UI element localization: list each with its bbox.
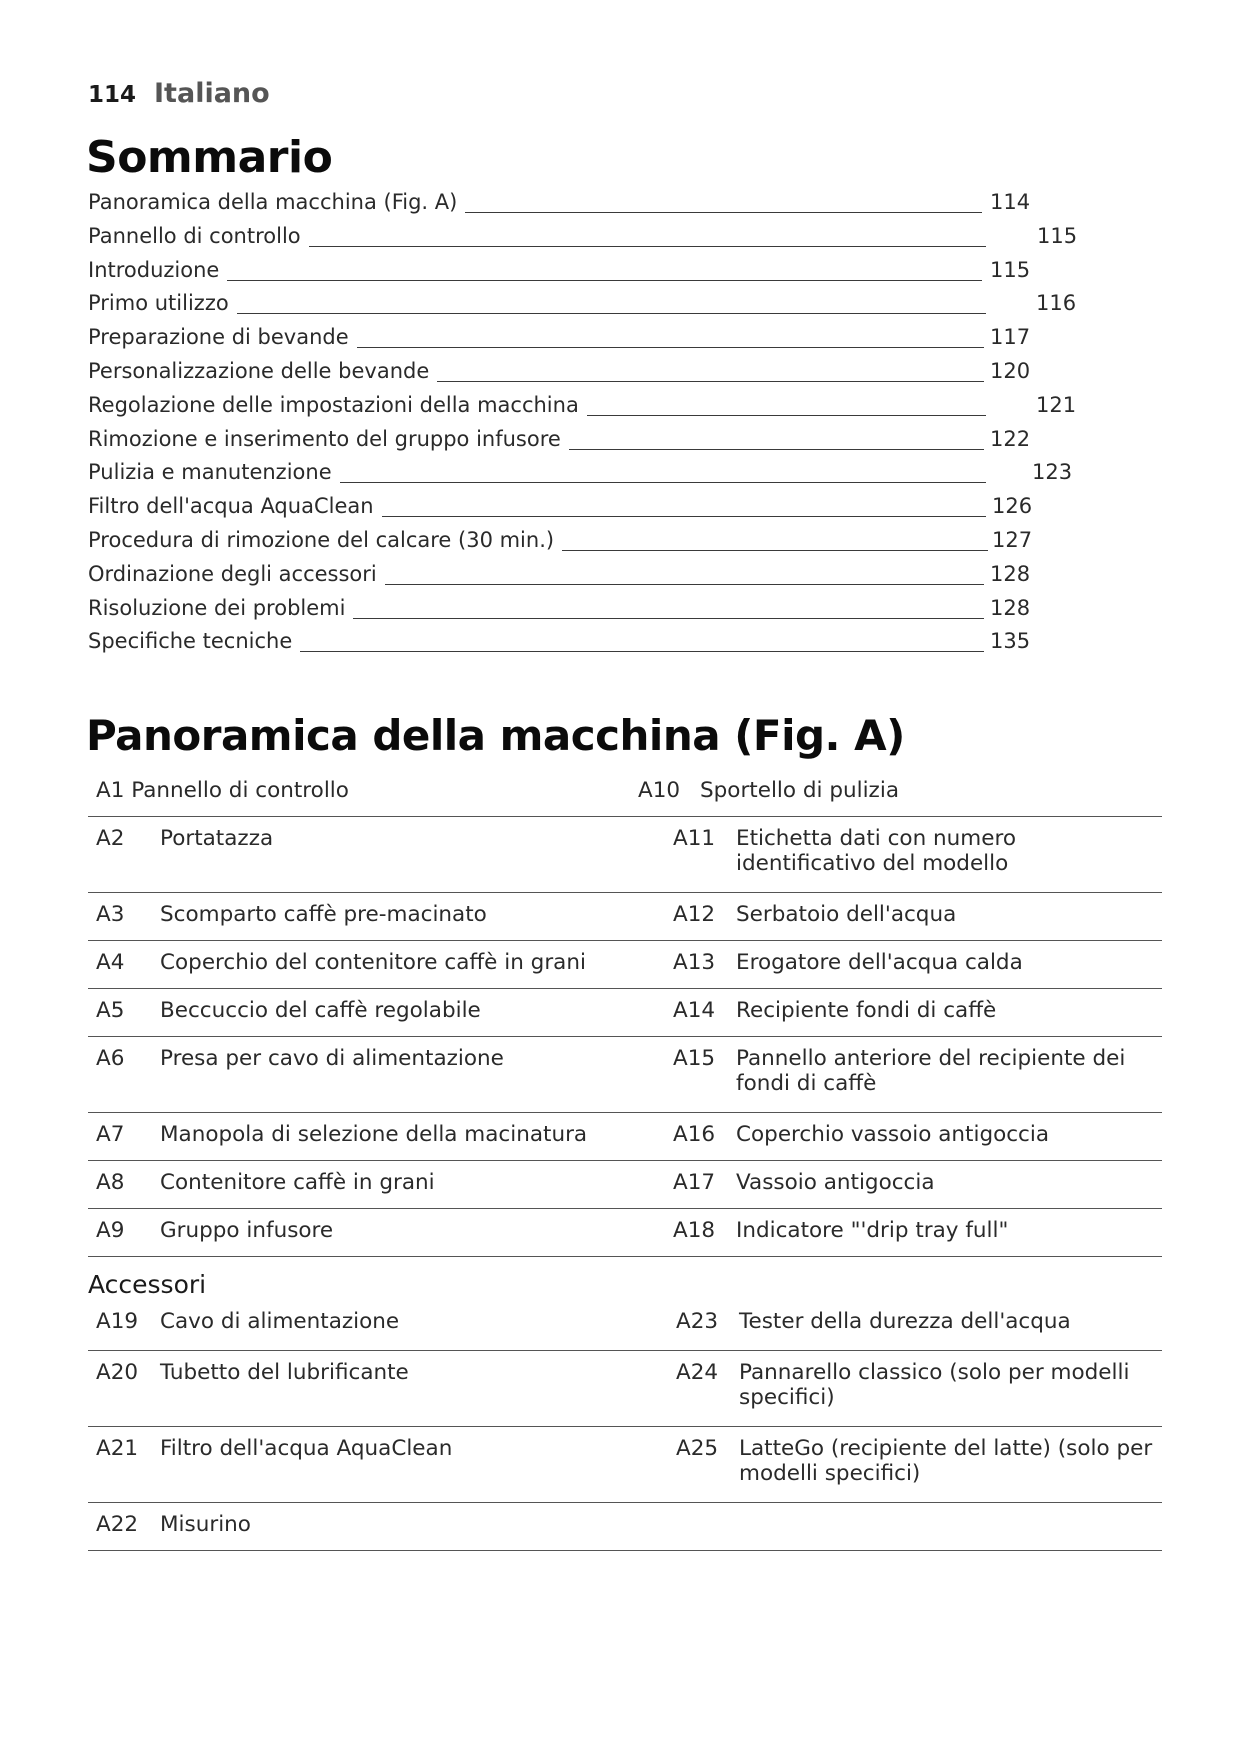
item-text-left: Tubetto del lubrificante bbox=[160, 1360, 409, 1385]
toc-entry-page: 126 bbox=[992, 494, 1033, 519]
toc-leader-line bbox=[340, 482, 986, 483]
toc-entry[interactable] bbox=[88, 321, 1168, 355]
item-text-right: Coperchio vassoio antigoccia bbox=[736, 1122, 1050, 1147]
toc-entry[interactable] bbox=[88, 355, 1168, 389]
item-text-right: Serbatoio dell'acqua bbox=[736, 902, 957, 927]
item-code-left: A7 bbox=[96, 1122, 125, 1147]
toc-leader-line bbox=[382, 516, 986, 517]
item-text-left: Misurino bbox=[160, 1512, 251, 1537]
table-row bbox=[88, 941, 1162, 989]
toc-entry-label: Personalizzazione delle bevande bbox=[88, 358, 430, 383]
table-row bbox=[88, 1427, 1162, 1503]
item-code-right: A13 bbox=[673, 950, 716, 975]
toc-entry-page: 117 bbox=[990, 325, 1031, 350]
toc-entry-page: 114 bbox=[990, 190, 1031, 214]
toc-entry[interactable] bbox=[88, 558, 1168, 592]
toc-entry[interactable] bbox=[88, 220, 1168, 254]
table-row bbox=[88, 1503, 1162, 1551]
item-code-right: A17 bbox=[673, 1170, 716, 1195]
toc-entry-label: Specifiche tecniche bbox=[88, 629, 293, 654]
item-code-right: A11 bbox=[673, 826, 716, 851]
table-row bbox=[88, 1161, 1162, 1209]
toc-entry-page: 122 bbox=[990, 426, 1031, 451]
item-text-left: Coperchio del contenitore caffè in grani bbox=[160, 950, 586, 975]
item-text-left: Beccuccio del caffè regolabile bbox=[160, 998, 481, 1023]
item-code-right: A23 bbox=[676, 1309, 719, 1334]
item-text-left: Cavo di alimentazione bbox=[160, 1309, 400, 1334]
item-text-right: Tester della durezza dell'acqua bbox=[739, 1309, 1071, 1334]
item-code-left: A5 bbox=[96, 998, 125, 1023]
item-text-right: Pannello anteriore del recipiente dei fondi di caffè bbox=[736, 1046, 1126, 1096]
item-code-right: A14 bbox=[673, 998, 716, 1023]
item-text-left: Contenitore caffè in grani bbox=[160, 1170, 435, 1195]
toc-entry-page: 135 bbox=[990, 629, 1031, 654]
toc-entry-label: Introduzione bbox=[88, 257, 220, 282]
toc-leader-line bbox=[237, 313, 986, 314]
overview-header-left: A1 Pannello di controllo bbox=[96, 778, 349, 803]
toc-entry-page: 121 bbox=[1036, 392, 1077, 417]
toc-leader-line bbox=[562, 550, 988, 551]
table-row bbox=[88, 1209, 1162, 1257]
accessories-title: Accessori bbox=[88, 1270, 207, 1299]
toc-entry[interactable] bbox=[88, 254, 1168, 288]
toc-entry-label: Primo utilizzo bbox=[88, 291, 229, 316]
item-code-right: A25 bbox=[676, 1436, 719, 1461]
item-text-right: Recipiente fondi di caffè bbox=[736, 998, 997, 1023]
item-code-right: A24 bbox=[676, 1360, 719, 1385]
item-text-right: Indicatore "'drip tray full" bbox=[736, 1218, 1009, 1243]
toc-entry-label: Ordinazione degli accessori bbox=[88, 561, 377, 586]
item-text-left: Manopola di selezione della macinatura bbox=[160, 1122, 588, 1147]
toc-entry[interactable] bbox=[88, 625, 1168, 659]
toc-leader-line bbox=[227, 280, 982, 281]
item-code-left: A22 bbox=[96, 1512, 139, 1537]
item-text-left: Gruppo infusore bbox=[160, 1218, 334, 1243]
toc-title: Sommario bbox=[86, 132, 333, 183]
item-text-right: LatteGo (recipiente del latte) (solo per modelli specifici) bbox=[739, 1436, 1153, 1486]
toc-entry-page: 115 bbox=[990, 257, 1031, 282]
table-row bbox=[88, 1351, 1162, 1427]
toc-entry[interactable] bbox=[88, 287, 1168, 321]
item-code-left: A19 bbox=[96, 1309, 139, 1334]
item-code-left: A8 bbox=[96, 1170, 125, 1195]
toc-entry-page: 127 bbox=[992, 527, 1033, 552]
overview-table bbox=[88, 770, 1162, 1257]
toc-entry[interactable] bbox=[88, 389, 1168, 423]
toc-entry[interactable] bbox=[88, 456, 1168, 490]
toc-entry-label: Pulizia e manutenzione bbox=[88, 460, 332, 485]
toc-entry-label: Pannello di controllo bbox=[88, 223, 301, 248]
toc-leader-line bbox=[385, 584, 984, 585]
toc-leader-line bbox=[465, 212, 982, 213]
toc-entry[interactable] bbox=[88, 423, 1168, 457]
item-code-right: A16 bbox=[673, 1122, 716, 1147]
item-code-right: A15 bbox=[673, 1046, 716, 1071]
toc-entry-label: Rimozione e inserimento del gruppo infusore bbox=[88, 426, 561, 451]
item-text-left: Filtro dell'acqua AquaClean bbox=[160, 1436, 453, 1461]
item-text-right: Pannarello classico (solo per modelli specifici) bbox=[739, 1360, 1130, 1410]
toc-entry[interactable] bbox=[88, 186, 1168, 220]
item-code-left: A2 bbox=[96, 826, 125, 851]
toc-entry-page: 123 bbox=[1032, 460, 1073, 485]
table-row bbox=[88, 817, 1162, 893]
item-text-right: Erogatore dell'acqua calda bbox=[736, 950, 1023, 975]
toc-entry-label: Preparazione di bevande bbox=[88, 325, 349, 350]
toc-leader-line bbox=[437, 381, 984, 382]
item-code-right: A12 bbox=[673, 902, 716, 927]
overview-header-right-code: A10 bbox=[638, 778, 681, 803]
table-row bbox=[88, 893, 1162, 941]
toc-leader-line bbox=[353, 618, 984, 619]
toc-entry[interactable] bbox=[88, 524, 1168, 558]
item-text-left: Presa per cavo di alimentazione bbox=[160, 1046, 504, 1071]
accessories-table bbox=[88, 1300, 1162, 1551]
toc-entry[interactable] bbox=[88, 490, 1168, 524]
item-text-left: Portatazza bbox=[160, 826, 274, 851]
toc-entry-page: 115 bbox=[1037, 223, 1078, 248]
item-code-left: A21 bbox=[96, 1436, 139, 1461]
toc-leader-line bbox=[300, 651, 984, 652]
toc-leader-line bbox=[569, 449, 984, 450]
toc-entry-label: Procedura di rimozione del calcare (30 min.) bbox=[88, 527, 555, 552]
overview-title: Panoramica della macchina (Fig. A) bbox=[86, 711, 905, 760]
table-of-contents bbox=[88, 186, 1168, 659]
section-language: Italiano bbox=[154, 78, 270, 109]
item-text-left: Scomparto caffè pre-macinato bbox=[160, 902, 487, 927]
item-code-right: A18 bbox=[673, 1218, 716, 1243]
toc-entry-page: 120 bbox=[990, 358, 1031, 383]
overview-header-row bbox=[88, 770, 1162, 817]
overview-header-right-text: Sportello di pulizia bbox=[700, 778, 899, 803]
item-text-right: Vassoio antigoccia bbox=[736, 1170, 935, 1195]
page-header bbox=[88, 78, 270, 109]
item-code-left: A4 bbox=[96, 950, 125, 975]
table-row bbox=[88, 989, 1162, 1037]
toc-leader-line bbox=[357, 347, 984, 348]
toc-entry-label: Filtro dell'acqua AquaClean bbox=[88, 494, 374, 519]
table-row bbox=[88, 1037, 1162, 1113]
item-text-right: Etichetta dati con numero identificativo del modello bbox=[736, 826, 1016, 876]
page-number: 114 bbox=[88, 82, 137, 108]
toc-entry[interactable] bbox=[88, 592, 1168, 626]
item-code-left: A20 bbox=[96, 1360, 139, 1385]
table-row bbox=[88, 1300, 1162, 1351]
toc-entry-page: 128 bbox=[990, 595, 1031, 620]
toc-leader-line bbox=[309, 246, 986, 247]
item-code-left: A3 bbox=[96, 902, 125, 927]
table-row bbox=[88, 1113, 1162, 1161]
toc-entry-label: Panoramica della macchina (Fig. A) bbox=[88, 190, 458, 214]
toc-leader-line bbox=[587, 415, 986, 416]
toc-entry-label: Regolazione delle impostazioni della macchina bbox=[88, 392, 579, 417]
toc-entry-label: Risoluzione dei problemi bbox=[88, 595, 346, 620]
toc-entry-page: 128 bbox=[990, 561, 1031, 586]
item-code-left: A6 bbox=[96, 1046, 125, 1071]
item-code-left: A9 bbox=[96, 1218, 125, 1243]
toc-entry-page: 116 bbox=[1036, 291, 1077, 316]
